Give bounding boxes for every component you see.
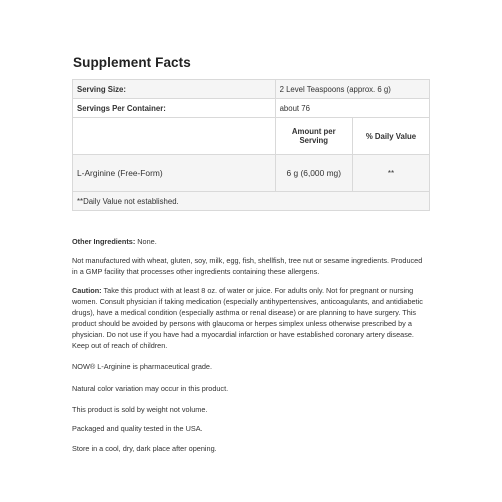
amount-per-serving-header: Amount per Serving [275,118,352,155]
caution-paragraph [72,285,428,351]
table-header-row [73,118,430,155]
header-blank-cell [73,118,276,155]
serving-size-value: 2 Level Teaspoons (approx. 6 g) [275,80,429,99]
note-packaged-usa: Packaged and quality tested in the USA. [72,424,203,433]
serving-size-label: Serving Size: [73,80,276,99]
other-ingredients-value: None. [137,237,157,246]
daily-value-header: % Daily Value [352,118,429,155]
daily-value-footnote: **Daily Value not established. [73,192,430,211]
servings-per-container-label: Servings Per Container: [73,99,276,118]
caution-text: Take this product with at least 8 oz. of water or juice. For adults only. Not for pregnant or nursing women. Consult physician if taking medication (especially antihypertensives, anticoagulants, and antidiabetic drugs), have a medical condition (especially asthma or renal disease) or are planning to have surgery. This product should be avoided by persons with glaucoma or herpes simplex unless otherwise prescribed by a physician. Do not use if you have had a myocardial infarction or have established coronary artery disease. Keep out of reach of children. [72,286,423,350]
ingredient-row [73,155,430,192]
note-color-variation: Natural color variation may occur in this product. [72,384,229,393]
caution-label: Caution: [72,286,102,295]
serving-size-row [73,80,430,99]
note-storage: Store in a cool, dry, dark place after opening. [72,444,217,453]
note-sold-by-weight: This product is sold by weight not volume. [72,405,208,414]
other-ingredients-label: Other Ingredients: [72,237,136,246]
footnote-row [73,192,430,211]
ingredient-daily-value: ** [352,155,429,192]
ingredient-name: L-Arginine (Free-Form) [73,155,276,192]
servings-per-container-row [73,99,430,118]
servings-per-container-value: about 76 [275,99,429,118]
note-pharmaceutical-grade: NOW® L-Arginine is pharmaceutical grade. [72,362,213,371]
page-title: Supplement Facts [73,55,191,70]
supplement-facts-table [72,79,430,211]
allergen-note: Not manufactured with wheat, gluten, soy, milk, egg, fish, shellfish, tree nut or sesame ingredients. Produced in a GMP facility that processes other ingredients containing these allergens. [72,256,423,276]
other-ingredients [72,236,428,247]
ingredient-amount: 6 g (6,000 mg) [275,155,352,192]
